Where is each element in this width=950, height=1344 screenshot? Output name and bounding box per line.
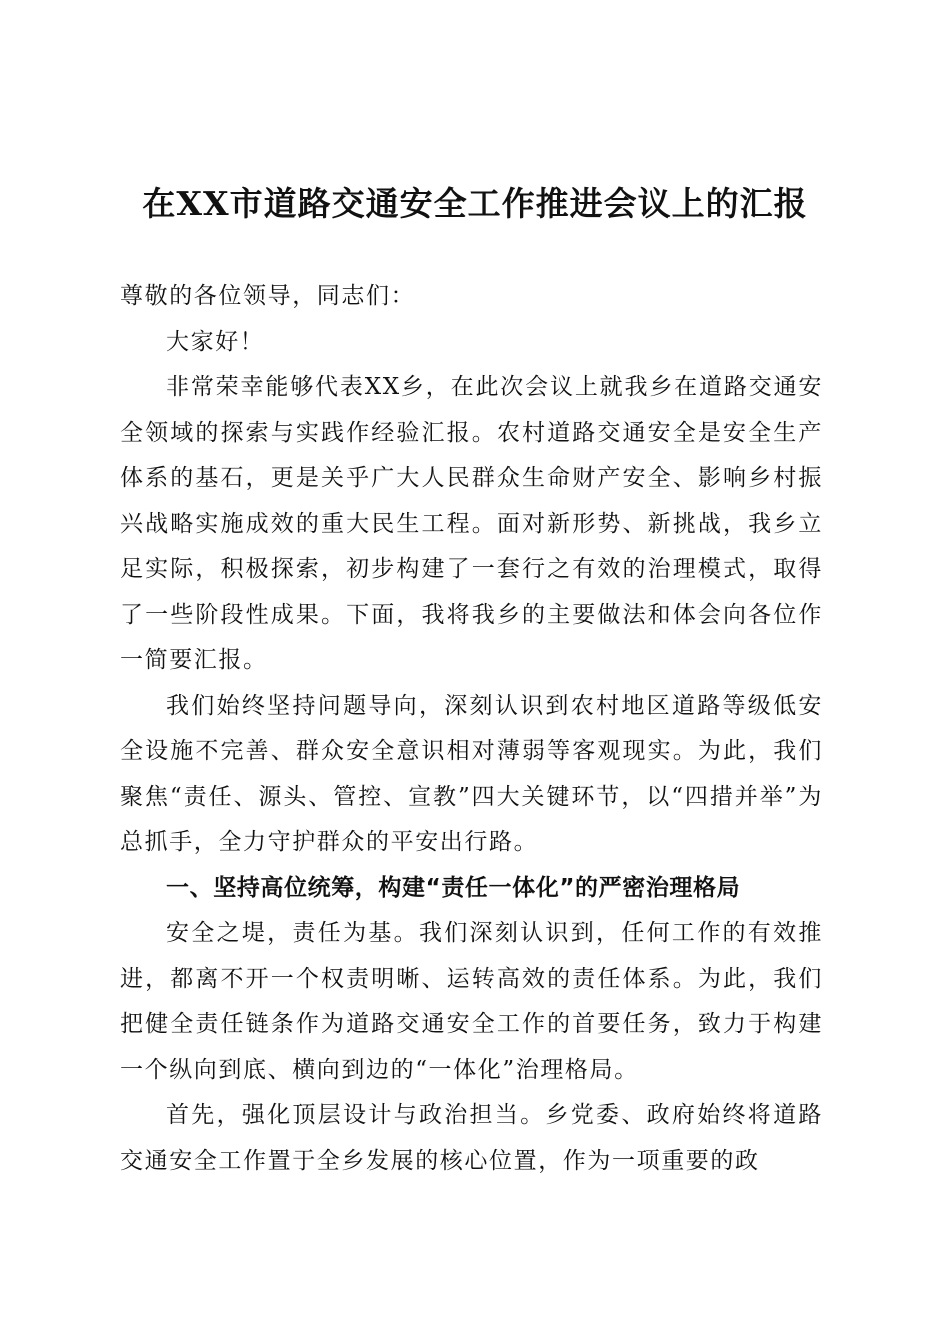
salutation: 尊敬的各位领导，同志们： [120,283,416,309]
document-title: 在XX市道路交通安全工作推进会议上的汇报 [142,184,808,223]
paragraph-overview: 我们始终坚持问题导向，深刻认识到农村地区道路等级低安全设施不完善、群众安全意识相对薄弱等客观现实。为此，我们聚焦“责任、源头、管控、宣教”四大关键环节，以“四措并举”为总抓手，全力守护群众的平安出行路。 [120,692,823,855]
paragraph-intro: 非常荣幸能够代表XX乡，在此次会议上就我乡在道路交通安全领域的探索与实践作经验汇报。农村道路交通安全是安全生产体系的基石，更是关乎广大人民群众生命财产安全、影响乡村振兴战略实施成效的重大民生工程。面对新形势、新挑战，我乡立足实际，积极探索，初步构建了一套行之有效的治理模式，取得了一些阶段性成果。下面，我将我乡的主要做法和体会向各位作一简要汇报。 [120,374,823,673]
document-body [120,274,823,1184]
section-paragraph: 安全之堤，责任为基。我们深刻认识到，任何工作的有效推进，都离不开一个权责明晰、运转高效的责任体系。为此，我们把健全责任链条作为道路交通安全工作的首要任务，致力于构建一个纵向到底、横向到边的“一体化”治理格局。 [120,920,823,1083]
greeting: 大家好！ [166,328,265,355]
section-paragraph: 首先，强化顶层设计与政治担当。乡党委、政府始终将道路交通安全工作置于全乡发展的核心位置，作为一项重要的政 [120,1102,823,1174]
section-heading: 一、坚持高位统筹，构建“责任一体化”的严密治理格局 [166,874,741,901]
